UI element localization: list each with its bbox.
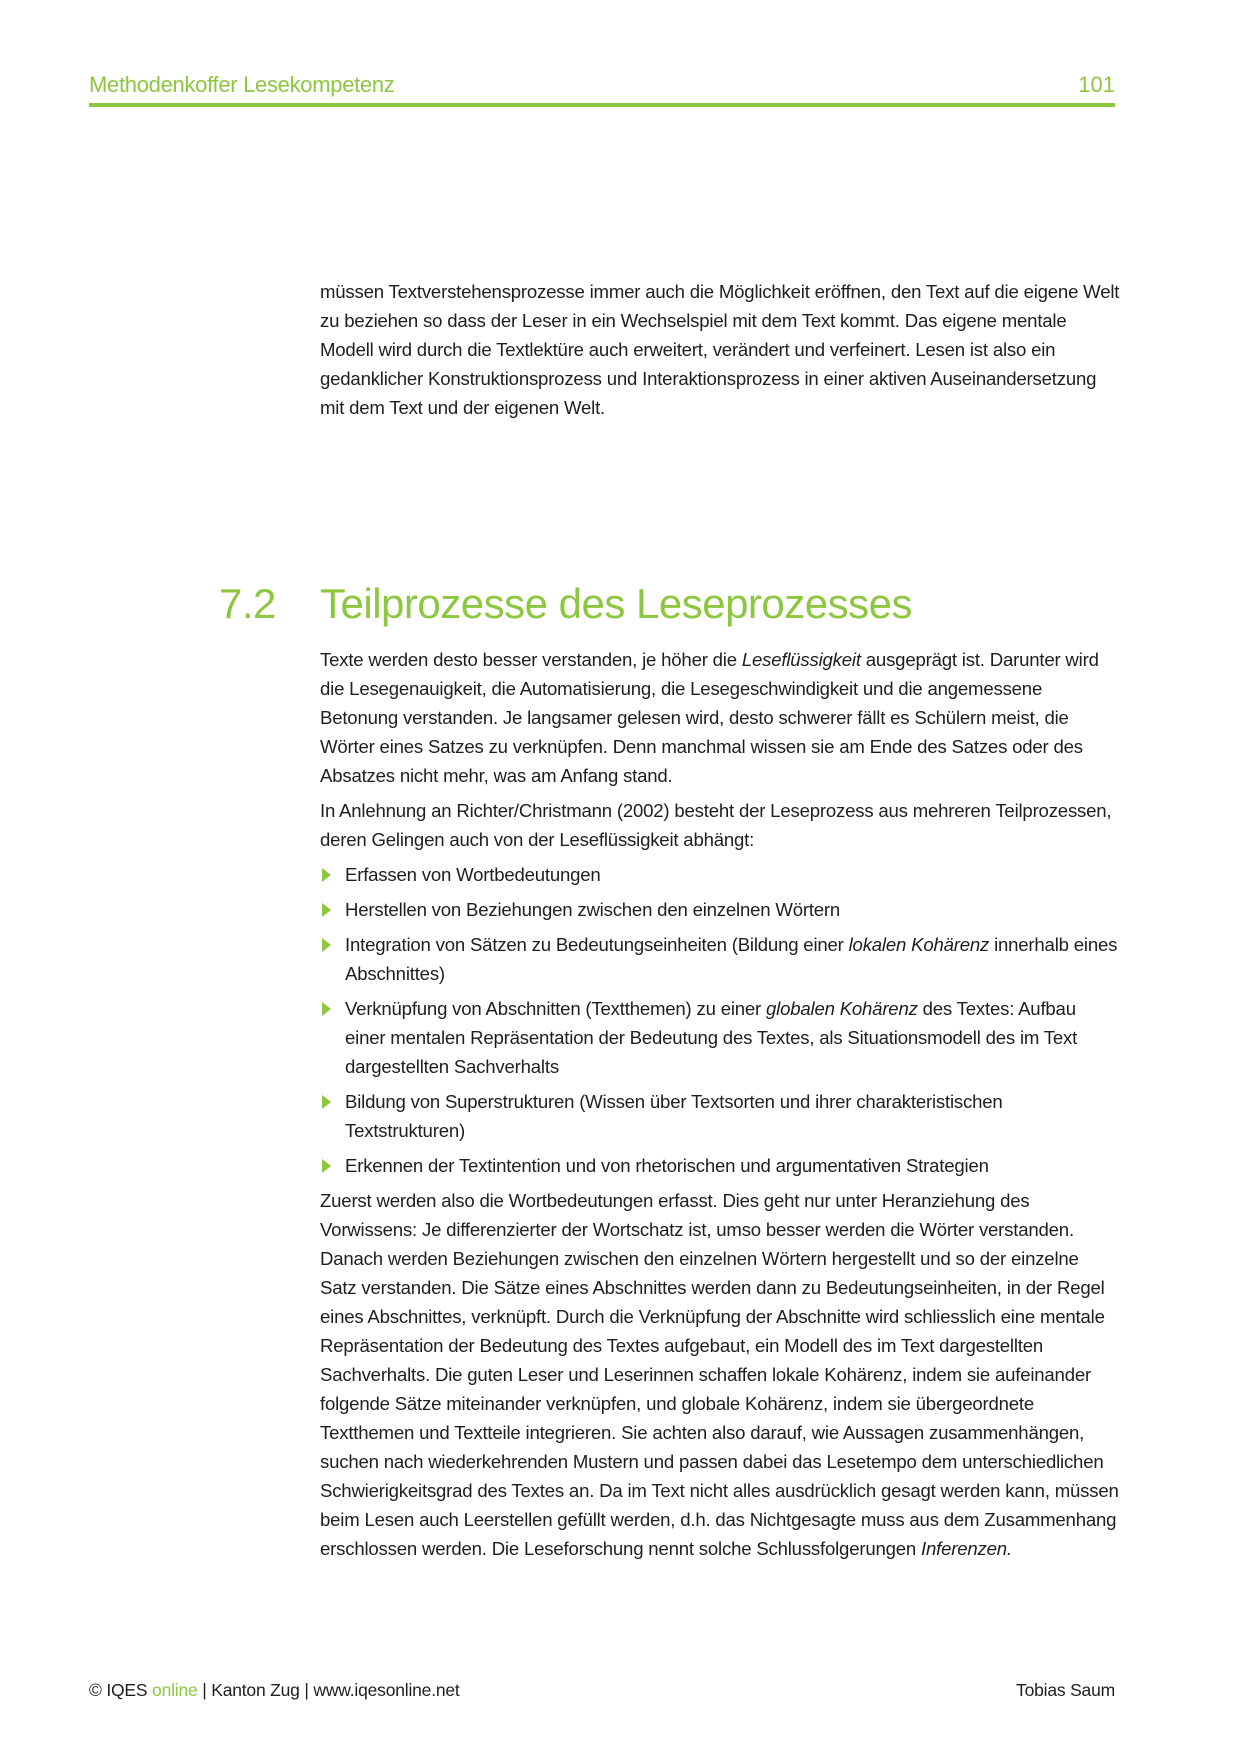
footer-author: Tobias Saum xyxy=(1016,1680,1115,1700)
triangle-bullet-icon xyxy=(322,1002,331,1016)
intro-paragraph: müssen Textverstehensprozesse immer auch die Möglichkeit eröffnen, den Text auf die eigene Welt zu beziehen so dass der Leser in ein Wechselspiel mit dem Text kommt. Das eigene mentale Modell wird durch die Textlektüre auch erweitert, verändert und verfeinert. Lesen ist also ein gedanklicher Konstruktionsprozess und Interaktionsprozess in einer aktiven Auseinandersetzung mit dem Text und der eigenen Welt. xyxy=(320,281,1120,418)
list-item: Verknüpfung von Abschnitten (Textthemen) zu einer globalen Kohärenz des Textes: Aufbau einer mentalen Repräsentation der Bedeutung des Textes, als Situationsmodell des im Text dargestellten Sachverhalts xyxy=(320,994,1120,1081)
triangle-bullet-icon xyxy=(322,938,331,952)
page-number: 101 xyxy=(1078,72,1115,97)
list-item: Bildung von Superstrukturen (Wissen über Textsorten und ihrer charakteristischen Textstrukturen) xyxy=(320,1087,1120,1145)
list-item: Erkennen der Textintention und von rhetorischen und argumentativen Strategien xyxy=(320,1151,1120,1180)
footer-credits: © IQES online | Kanton Zug | www.iqesonline.net xyxy=(89,1680,460,1700)
section-heading: Teilprozesse des Leseprozesses xyxy=(320,580,912,627)
triangle-bullet-icon xyxy=(322,903,331,917)
triangle-bullet-icon xyxy=(322,868,331,882)
list-item: Erfassen von Wortbedeutungen xyxy=(320,860,1120,889)
emphasis: Leseflüssigkeit xyxy=(741,649,861,670)
list-item: Integration von Sätzen zu Bedeutungseinheiten (Bildung einer lokalen Kohärenz innerhalb eines Abschnittes) xyxy=(320,930,1120,988)
running-title: Methodenkoffer Lesekompetenz xyxy=(89,72,395,97)
brand-accent: online xyxy=(152,1680,198,1700)
emphasis: Inferenzen. xyxy=(921,1538,1012,1559)
list-item: Herstellen von Beziehungen zwischen den einzelnen Wörtern xyxy=(320,895,1120,924)
page-header xyxy=(89,68,1115,108)
triangle-bullet-icon xyxy=(322,1159,331,1173)
paragraph-inferenzen: Zuerst werden also die Wortbedeutungen erfasst. Dies geht nur unter Heranziehung des Vorwissens: Je differenzierter der Wortschatz ist, umso besser werden die Wörter verstanden. Danach werden Beziehungen zwischen den einzelnen Wörtern hergestellt und so der einzelne Satz verstanden. Die Sätze eines Abschnittes werden dann zu Bedeutungseinheiten, in der Regel eines Abschnittes, verknüpft. Durch die Verknüpfung der Abschnitte wird schliesslich eine mentale Repräsentation der Bedeutung des Textes aufgebaut, ein Modell des im Text dargestellten Sachverhalts. Die guten Leser und Leserinnen schaffen lokale Kohärenz, indem sie aufeinander folgende Sätze miteinander verknüpfen, und globale Kohärenz, indem sie übergeordnete Textthemen und Textteile integrieren. Sie achten also darauf, wie Aussagen zusammenhängen, suchen nach wiederkehrenden Mustern und passen dabei das Lesetempo dem unterschiedlichen Schwierigkeitsgrad des Textes an. Da im Text nicht alles ausdrücklich gesagt werden kann, müssen beim Lesen auch Leerstellen gefüllt werden, d.h. das Nichtgesagte muss aus dem Zusammenhang erschlossen werden. Die Leseforschung nennt solche Schlussfolgerungen Inferenzen. xyxy=(320,1190,1119,1559)
section-number: 7.2 xyxy=(219,580,276,627)
paragraph-richter-christmann: In Anlehnung an Richter/Christmann (2002) besteht der Leseprozess aus mehreren Teilprozessen, deren Gelingen auch von der Leseflüssigkeit abhängt: xyxy=(320,800,1112,850)
header-divider xyxy=(89,103,1115,107)
section-body xyxy=(320,645,1120,1569)
subprocess-list xyxy=(320,860,1120,1180)
triangle-bullet-icon xyxy=(322,1095,331,1109)
paragraph-leseflussigkeit: Texte werden desto besser verstanden, je höher die Leseflüssigkeit ausgeprägt ist. Darunter wird die Lesegenauigkeit, die Automatisierung, die Lesegeschwindigkeit und die angemessene Betonung verstanden. Je langsamer gelesen wird, desto schwerer fällt es Schülern meist, die Wörter eines Satzes zu verknüpfen. Denn manchmal wissen sie am Ende des Satzes oder des Absatzes nicht mehr, was am Anfang stand. xyxy=(320,649,1099,786)
